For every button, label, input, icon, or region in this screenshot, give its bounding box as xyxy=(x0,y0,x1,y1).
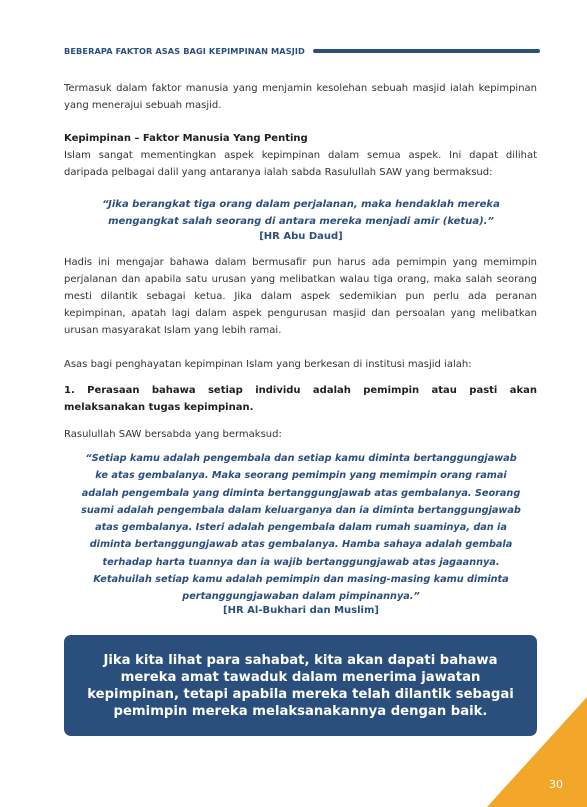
rasul-intro: Rasulullah SAW bersabda yang bermaksud: xyxy=(64,429,282,440)
section-heading: Kepimpinan – Faktor Manusia Yang Penting xyxy=(64,133,308,144)
quote-2-line: pertanggungjawaban dalam pimpinannya.” xyxy=(182,591,420,603)
quote-2-line: ke atas gembalanya. Maka seorang pemimpin yang memimpin orang ramai xyxy=(95,470,507,482)
quote-2-line: Ketahuilah setiap kamu adalah pemimpin dan masing-masing kamu diminta xyxy=(93,574,509,586)
quote-1-line-2: mengangkat salah seorang di antara mereka menjadi amir (ketua).” xyxy=(108,216,494,227)
page-number: 30 xyxy=(549,778,563,791)
header-title: BEBERAPA FAKTOR ASAS BAGI KEPIMPINAN MASJID xyxy=(64,46,305,56)
hadith-quote-1 xyxy=(64,196,538,230)
header-divider xyxy=(313,49,540,53)
quote-2-line: adalah pengembala yang diminta bertanggungjawab atas gembalanya. Seorang xyxy=(81,487,521,499)
asas-intro: Asas bagi penghayatan kepimpinan Islam yang berkesan di institusi masjid ialah: xyxy=(64,359,472,370)
quote-1-reference: [HR Abu Daud] xyxy=(259,231,343,242)
point-1: 1. Perasaan bahawa setiap individu adalah pemimpin atau pasti akan melaksanakan tugas kepimpinan. xyxy=(64,385,537,413)
quote-2-line: terhadap harta tuannya dan ia wajib bertanggungjawab atas jagaannya. xyxy=(102,556,500,568)
quote-2-line: atas gembalanya. Isteri adalah pengembala dalam rumah suaminya, dan ia xyxy=(95,522,507,534)
quote-2-line: suami adalah pengembala dalam keluarganya dan ia diminta bertanggungjawab xyxy=(81,504,521,516)
explanation-paragraph: Hadis ini mengajar bahawa dalam bermusafir pun harus ada pemimpin yang memimpin perjalanan dan apabila satu urusan yang melibatkan walau tiga orang, maka salah seorang mesti dilantik sebagai ketua. Jika dalam aspek sedemikian pun perlu ada peranan kepimpinan, apatah lagi dalam aspek pengurusan masjid dan persoalan yang melibatkan urusan masyarakat Islam yang lebih ramai. xyxy=(64,257,537,336)
hadith-quote-2 xyxy=(64,450,538,606)
intro-paragraph: Termasuk dalam faktor manusia yang menjamin kesolehan sebuah masjid ialah kepimpinan yang menerajui sebuah masjid. xyxy=(64,83,537,111)
quote-2-line: “Setiap kamu adalah pengembala dan setiap kamu diminta bertanggungjawab xyxy=(85,453,517,464)
quote-2-line: diminta bertanggungjawab atas gembalanya. Hamba sahaya adalah gembala xyxy=(89,539,513,551)
quote-2-reference: [HR Al-Bukhari dan Muslim] xyxy=(223,605,379,616)
callout-box xyxy=(64,635,537,736)
callout-text: Jika kita lihat para sahabat, kita akan dapati bahawa mereka amat tawaduk dalam menerima jawatan kepimpinan, tetapi apabila mereka telah dilantik sebagai pemimpin mereka melaksanakannya dengan baik. xyxy=(87,652,514,719)
quote-1-line-1: “Jika berangkat tiga orang dalam perjalanan, maka hendaklah mereka xyxy=(102,199,500,210)
page-header xyxy=(64,44,540,58)
section-body: Islam sangat mementingkan aspek kepimpinan dalam semua aspek. Ini dapat dilihat daripada pelbagai dalil yang antaranya ialah sabda Rasulullah SAW yang bermaksud: xyxy=(64,150,537,178)
